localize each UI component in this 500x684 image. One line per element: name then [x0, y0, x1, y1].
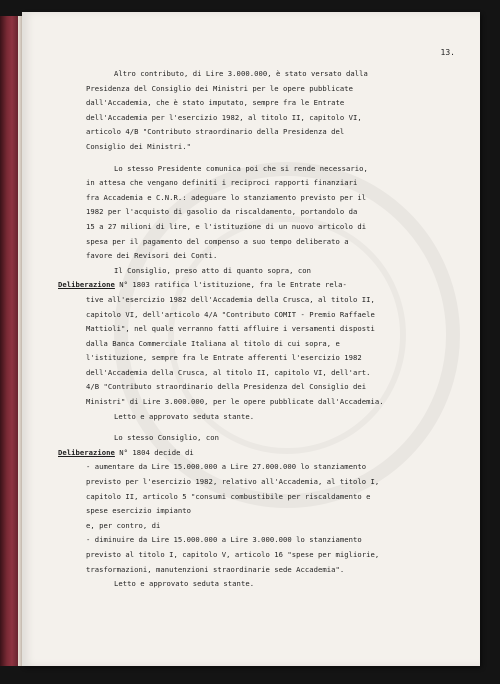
text-line: - diminuire da Lire 15.000.000 a Lire 3.000.000 lo stanziamento	[86, 535, 362, 545]
deliberation-line	[58, 446, 456, 461]
text-line: Presidenza del Consiglio dei Ministri per le opere pubblicate	[86, 83, 354, 93]
text-line: trasformazioni, manutenzioni straordinarie sede Accademia".	[86, 564, 345, 574]
text-line: Mattioli", nel quale verranno fatti affluire i versamenti disposti	[86, 324, 375, 334]
text-line: Consiglio dei Ministri."	[86, 141, 192, 151]
text-line: l'istituzione, sempre fra le Entrate afferenti l'esercizio 1982	[86, 353, 362, 363]
text-line: Altro contributo, di Lire 3.000.000, è stato versato dalla	[114, 69, 368, 78]
deliberation-text: N° 1804 decide di	[114, 447, 194, 457]
text-line: 15 a 27 milioni di lire, e l'istituzione di un nuovo articolo di	[86, 221, 367, 231]
text-line: e, per contro, di	[86, 520, 161, 530]
text-line: - aumentare da Lire 15.000.000 a Lire 27.000.000 lo stanziamento	[86, 462, 367, 472]
text-line: capitolo II, articolo 5 "consumi combustibile per riscaldamento e	[86, 491, 371, 501]
deliberation-text: N° 1803 ratifica l'istituzione, fra le Entrate rela-	[114, 280, 347, 290]
text-line: Lo stesso Presidente comunica poi che si rende necessario,	[114, 163, 368, 173]
text-line: Il Consiglio, preso atto di quanto sopra, con	[114, 265, 311, 275]
text-line: previsto al titolo I, capitolo V, articolo 16 "spese per migliorie,	[86, 550, 380, 559]
deliberation-label: Deliberazione	[58, 447, 115, 457]
text-line: dell'Accademia per l'esercizio 1982, al titolo II, capitolo VI,	[86, 112, 362, 122]
deliberation-label: Deliberazione	[58, 280, 115, 290]
text-line: Ministri" di Lire 3.000.000, per le opere pubblicate dall'Accademia.	[86, 397, 384, 407]
text-line: previsto per l'esercizio 1982, relativo all'Accademia, al titolo I,	[86, 477, 380, 487]
text-line: dell'Accademia della Crusca, al titolo II, capitolo VI, dell'art.	[86, 367, 371, 377]
deliberation-line	[58, 278, 456, 293]
text-line: dall'Accademia, che è stato imputato, sempre fra le Entrate	[86, 98, 345, 108]
approval-note: Letto e approvato seduta stante.	[114, 579, 255, 589]
text-line: articolo 4/B "Contributo straordinario della Presidenza del	[86, 127, 345, 137]
text-line: in attesa che vengano definiti i reciproci rapporti finanziari	[86, 178, 358, 188]
document-body	[58, 67, 456, 592]
approval-note: Letto e approvato seduta stante.	[114, 411, 255, 421]
text-line: 4/B "Contributo straordinario della Presidenza del Consiglio dei	[86, 382, 367, 392]
text-line: capitolo VI, dell'articolo 4/A "Contributo COMIT - Premio Raffaele	[86, 309, 375, 319]
page-number: 13.	[440, 48, 455, 57]
text-line: spese esercizio impianto	[86, 506, 192, 516]
text-line: 1982 per l'acquisto di gasolio da riscaldamento, portandolo da	[86, 207, 358, 217]
text-line: fra Accademia e C.N.R.: adeguare lo stanziamento previsto per il	[86, 192, 367, 202]
text-line: Lo stesso Consiglio, con	[114, 433, 220, 443]
text-line: spesa per il pagamento del compenso a suo tempo deliberato a	[86, 236, 349, 246]
text-line: dalla Banca Commerciale Italiana al titolo di cui sopra, e	[86, 338, 340, 348]
text-line: favore dei Revisori dei Conti.	[86, 251, 218, 261]
text-line: tive all'esercizio 1982 dell'Accademia della Crusca, al titolo II,	[86, 294, 375, 304]
